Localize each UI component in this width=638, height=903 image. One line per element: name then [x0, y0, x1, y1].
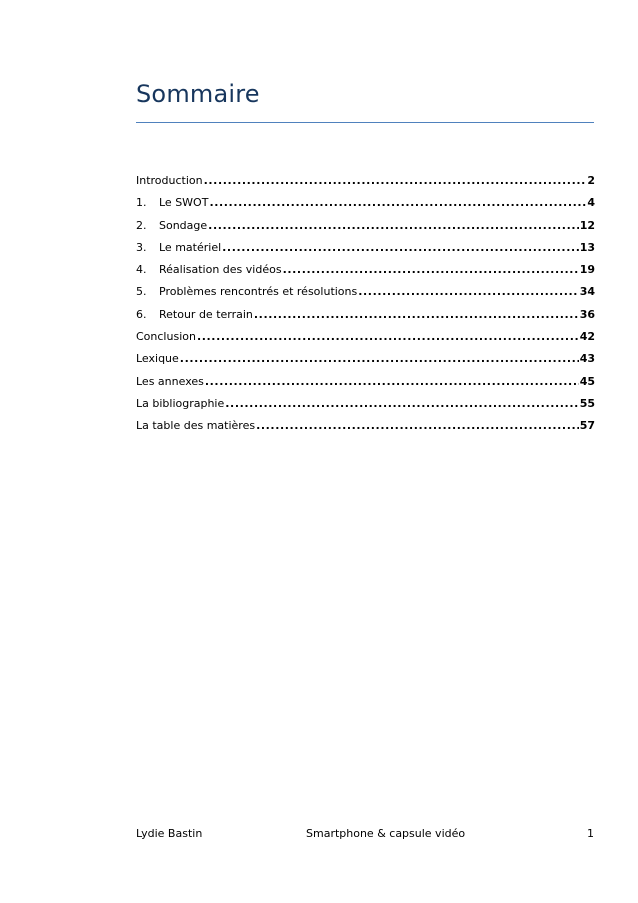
- toc-entry-label: Le SWOT: [159, 196, 209, 210]
- toc-entry-label: Introduction: [136, 174, 203, 187]
- toc-entry[interactable]: [136, 419, 595, 441]
- footer-page-number: 1: [587, 827, 594, 840]
- toc-entry-page: 36: [579, 307, 595, 321]
- toc-entry[interactable]: [136, 352, 595, 374]
- toc-entry-label: Sondage: [159, 218, 208, 232]
- footer-author: Lydie Bastin: [136, 827, 203, 840]
- toc-entry[interactable]: [136, 375, 595, 397]
- footer-document-title: Smartphone & capsule vidéo: [306, 827, 466, 840]
- toc-entry-label: Les annexes: [136, 374, 204, 388]
- toc-entry-page: 12: [579, 218, 595, 232]
- toc-entry-page: 43: [579, 352, 595, 366]
- toc-entry-page: 2: [587, 174, 595, 187]
- toc-entry-label: Problèmes rencontrés et résolutions: [159, 285, 358, 299]
- toc-leader-dots: [283, 263, 579, 277]
- toc-entry-label: Conclusion: [136, 330, 196, 344]
- toc-entry-number: 6.: [136, 307, 147, 321]
- toc-entry[interactable]: [136, 196, 595, 218]
- toc-leader-dots: [205, 375, 579, 389]
- toc-entry[interactable]: [136, 330, 595, 352]
- toc-entry-page: 45: [579, 374, 595, 388]
- toc-entry-label: La bibliographie: [136, 396, 225, 410]
- toc-leader-dots: [209, 196, 586, 210]
- toc-leader-dots: [222, 241, 579, 255]
- toc-entry[interactable]: [136, 308, 595, 330]
- toc-entry[interactable]: [136, 397, 595, 419]
- toc-leader-dots: [254, 308, 579, 322]
- toc-entry-label: La table des matières: [136, 419, 256, 433]
- toc-entry-label: Retour de terrain: [159, 307, 253, 321]
- table-of-contents: [136, 174, 595, 442]
- toc-entry-page: 19: [579, 263, 595, 277]
- toc-entry[interactable]: [136, 174, 595, 196]
- toc-entry[interactable]: [136, 219, 595, 241]
- toc-entry[interactable]: [136, 263, 595, 285]
- toc-entry-label: Réalisation des vidéos: [159, 263, 282, 277]
- toc-leader-dots: [208, 219, 579, 233]
- page-title: Sommaire: [136, 80, 260, 108]
- toc-entry-number: 2.: [136, 218, 147, 232]
- toc-entry[interactable]: [136, 285, 595, 307]
- toc-entry-page: 57: [579, 419, 595, 433]
- toc-entry-page: 34: [579, 285, 595, 299]
- toc-leader-dots: [256, 419, 579, 433]
- toc-entry-label: Le matériel: [159, 240, 222, 254]
- toc-entry-number: 3.: [136, 240, 147, 254]
- toc-entry-page: 4: [587, 196, 595, 210]
- toc-leader-dots: [180, 352, 579, 366]
- toc-leader-dots: [225, 397, 578, 411]
- toc-entry[interactable]: [136, 241, 595, 263]
- toc-entry-number: 5.: [136, 285, 147, 299]
- toc-leader-dots: [358, 285, 578, 299]
- toc-entry-number: 1.: [136, 196, 147, 210]
- toc-entry-page: 13: [579, 240, 595, 254]
- toc-leader-dots: [197, 330, 579, 344]
- title-divider: [136, 122, 594, 123]
- toc-entry-label: Lexique: [136, 352, 179, 366]
- toc-entry-page: 55: [579, 396, 595, 410]
- toc-entry-page: 42: [579, 330, 595, 344]
- toc-leader-dots: [204, 174, 587, 188]
- toc-entry-number: 4.: [136, 263, 147, 277]
